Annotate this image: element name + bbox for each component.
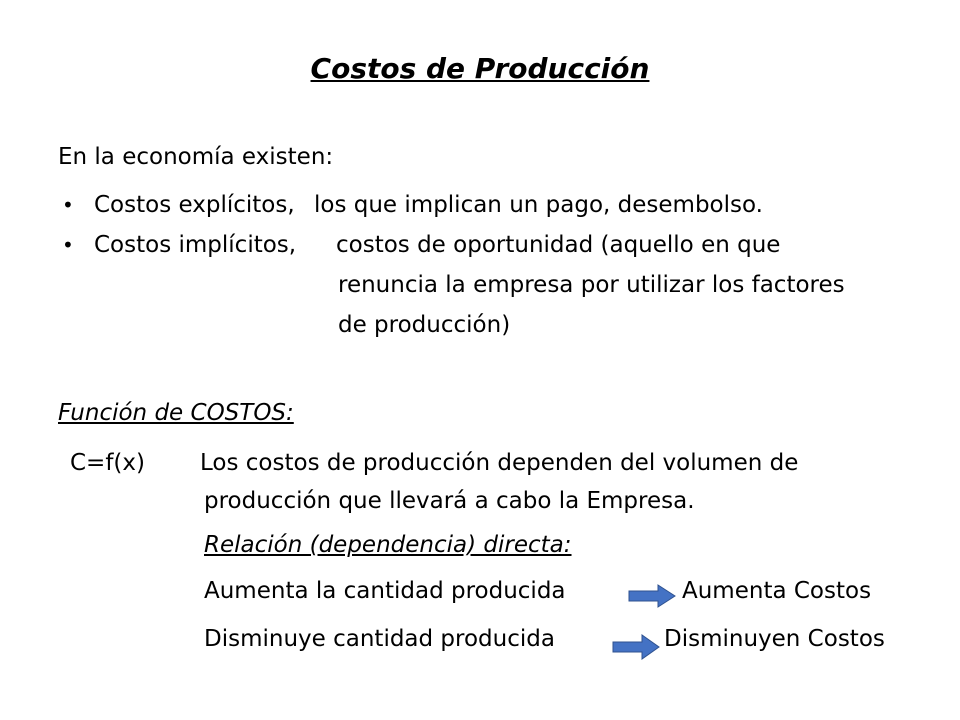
- relation-1-effect: Aumenta Costos: [682, 578, 872, 604]
- bullet-icon: •: [62, 233, 74, 257]
- relation-2-cause: Disminuye cantidad producida: [204, 626, 555, 652]
- function-line-1: Los costos de producción dependen del volumen de: [200, 450, 799, 476]
- function-heading: Función de COSTOS:: [58, 400, 294, 426]
- bullet-1-label: Costos explícitos,: [94, 192, 295, 218]
- right-arrow-icon: [628, 584, 676, 608]
- slide-title: Costos de Producción: [310, 52, 650, 85]
- function-line-2: producción que llevará a cabo la Empresa.: [204, 488, 695, 514]
- relation-heading: Relación (dependencia) directa:: [204, 532, 572, 558]
- bullet-2-line-1: costos de oportunidad (aquello en que: [336, 232, 781, 258]
- relation-1-cause: Aumenta la cantidad producida: [204, 578, 566, 604]
- bullet-2-line-3: de producción): [338, 312, 511, 338]
- bullet-icon: •: [62, 193, 74, 217]
- bullet-2-line-2: renuncia la empresa por utilizar los factores: [338, 272, 845, 298]
- intro-text: En la economía existen:: [58, 144, 334, 170]
- right-arrow-icon: [612, 634, 660, 660]
- formula: C=f(x): [70, 450, 145, 476]
- bullet-2-label: Costos implícitos,: [94, 232, 297, 258]
- bullet-1-text: los que implican un pago, desembolso.: [314, 192, 763, 218]
- relation-2-effect: Disminuyen Costos: [664, 626, 885, 652]
